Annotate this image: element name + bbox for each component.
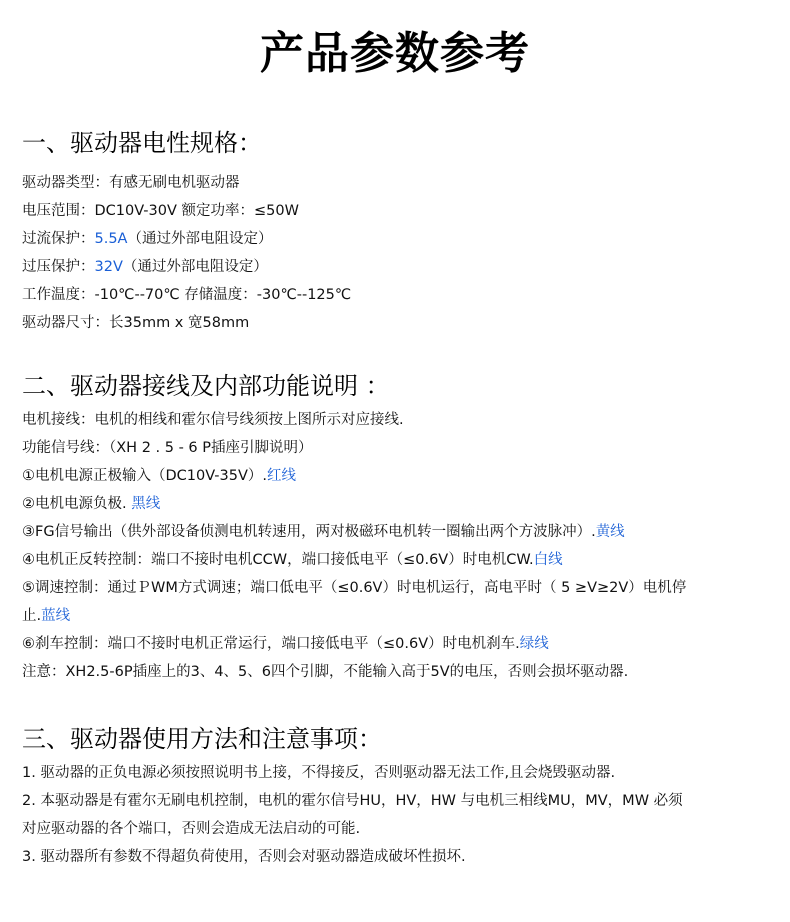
section-heading: 三、驱动器使用方法和注意事项： bbox=[22, 725, 382, 753]
line-text: ③FG信号输出（供外部设备侦测电机转速用，两对极磁环电机转一圈输出两个方波脉冲）. bbox=[22, 524, 596, 540]
highlight-text: 红线 bbox=[267, 468, 297, 484]
text-line bbox=[22, 549, 563, 571]
text-line bbox=[22, 493, 160, 515]
text-line bbox=[22, 846, 466, 868]
section-heading: 二、驱动器接线及内部功能说明 ： bbox=[22, 372, 390, 400]
line-text: （通过外部电阻设定） bbox=[127, 231, 273, 247]
text-line bbox=[22, 256, 268, 278]
line-text: ②电机电源负极. bbox=[22, 496, 132, 512]
text-line bbox=[22, 409, 404, 431]
line-text: 3. 驱动器所有参数不得超负荷使用，否则会对驱动器造成破坏性损坏. bbox=[22, 849, 466, 865]
text-line bbox=[22, 661, 628, 683]
text-line bbox=[22, 200, 299, 222]
text-line bbox=[22, 521, 625, 543]
line-text: （通过外部电阻设定） bbox=[122, 259, 268, 275]
text-line bbox=[22, 762, 615, 784]
text-line bbox=[22, 284, 351, 306]
line-text: 驱动器尺寸：长35mm x 宽58mm bbox=[22, 315, 250, 331]
line-text: 2. 本驱动器是有霍尔无刷电机控制，电机的霍尔信号HU，HV，HW 与电机三相线MU，MV，MW 必须 bbox=[22, 793, 683, 809]
text-line bbox=[22, 605, 70, 627]
page-title: 产品参数参考 bbox=[260, 28, 530, 79]
highlight-text: 5.5A bbox=[94, 231, 128, 247]
line-text: ⑥刹车控制：端口不接时电机正常运行，端口接低电平（≤0.6V）时电机刹车. bbox=[22, 636, 520, 652]
text-line bbox=[22, 312, 249, 334]
highlight-text: 蓝线 bbox=[41, 608, 71, 624]
highlight-text: 黄线 bbox=[595, 524, 625, 540]
text-line bbox=[22, 465, 296, 487]
text-line bbox=[22, 790, 683, 812]
text-line bbox=[22, 633, 549, 655]
text-line bbox=[22, 818, 360, 840]
line-text: 1. 驱动器的正负电源必须按照说明书上接，不得接反，否则驱动器无法工作,且会烧毁驱动器. bbox=[22, 765, 616, 781]
highlight-text: 黑线 bbox=[131, 496, 161, 512]
line-text: 过压保护： bbox=[22, 259, 95, 275]
line-text: ①电机电源正极输入（DC10V-35V）. bbox=[22, 468, 268, 484]
line-text: 工作温度：-10℃--70℃ 存储温度：-30℃--125℃ bbox=[22, 287, 352, 303]
line-text: 止. bbox=[22, 608, 42, 624]
text-line bbox=[22, 172, 240, 194]
highlight-text: 32V bbox=[94, 259, 123, 275]
text-line bbox=[22, 577, 686, 599]
line-text: 电机接线：电机的相线和霍尔信号线须按上图所示对应接线. bbox=[22, 412, 404, 428]
line-text: 对应驱动器的各个端口，否则会造成无法启动的可能. bbox=[22, 821, 361, 837]
line-text: 过流保护： bbox=[22, 231, 95, 247]
text-line bbox=[22, 437, 313, 459]
line-text: ④电机正反转控制：端口不接时电机CCW，端口接低电平（≤0.6V）时电机CW. bbox=[22, 552, 534, 568]
line-text: 功能信号线：（XH 2 . 5 - 6 P插座引脚说明） bbox=[22, 440, 313, 456]
line-text: 注意：XH2.5-6P插座上的3、4、5、6四个引脚，不能输入高于5V的电压，否则会损坏驱动器. bbox=[22, 664, 629, 680]
line-text: 驱动器类型：有感无刷电机驱动器 bbox=[22, 175, 240, 191]
highlight-text: 白线 bbox=[533, 552, 563, 568]
text-line bbox=[22, 228, 272, 250]
line-text: ⑤调速控制：通过ＰWM方式调速；端口低电平（≤0.6V）时电机运行，高电平时（ 5 ≥V≥2V）电机停 bbox=[22, 580, 687, 596]
line-text: 电压范围：DC10V-30V 额定功率：≤50W bbox=[22, 203, 299, 219]
highlight-text: 绿线 bbox=[519, 636, 549, 652]
section-heading: 一、驱动器电性规格： bbox=[22, 129, 262, 157]
